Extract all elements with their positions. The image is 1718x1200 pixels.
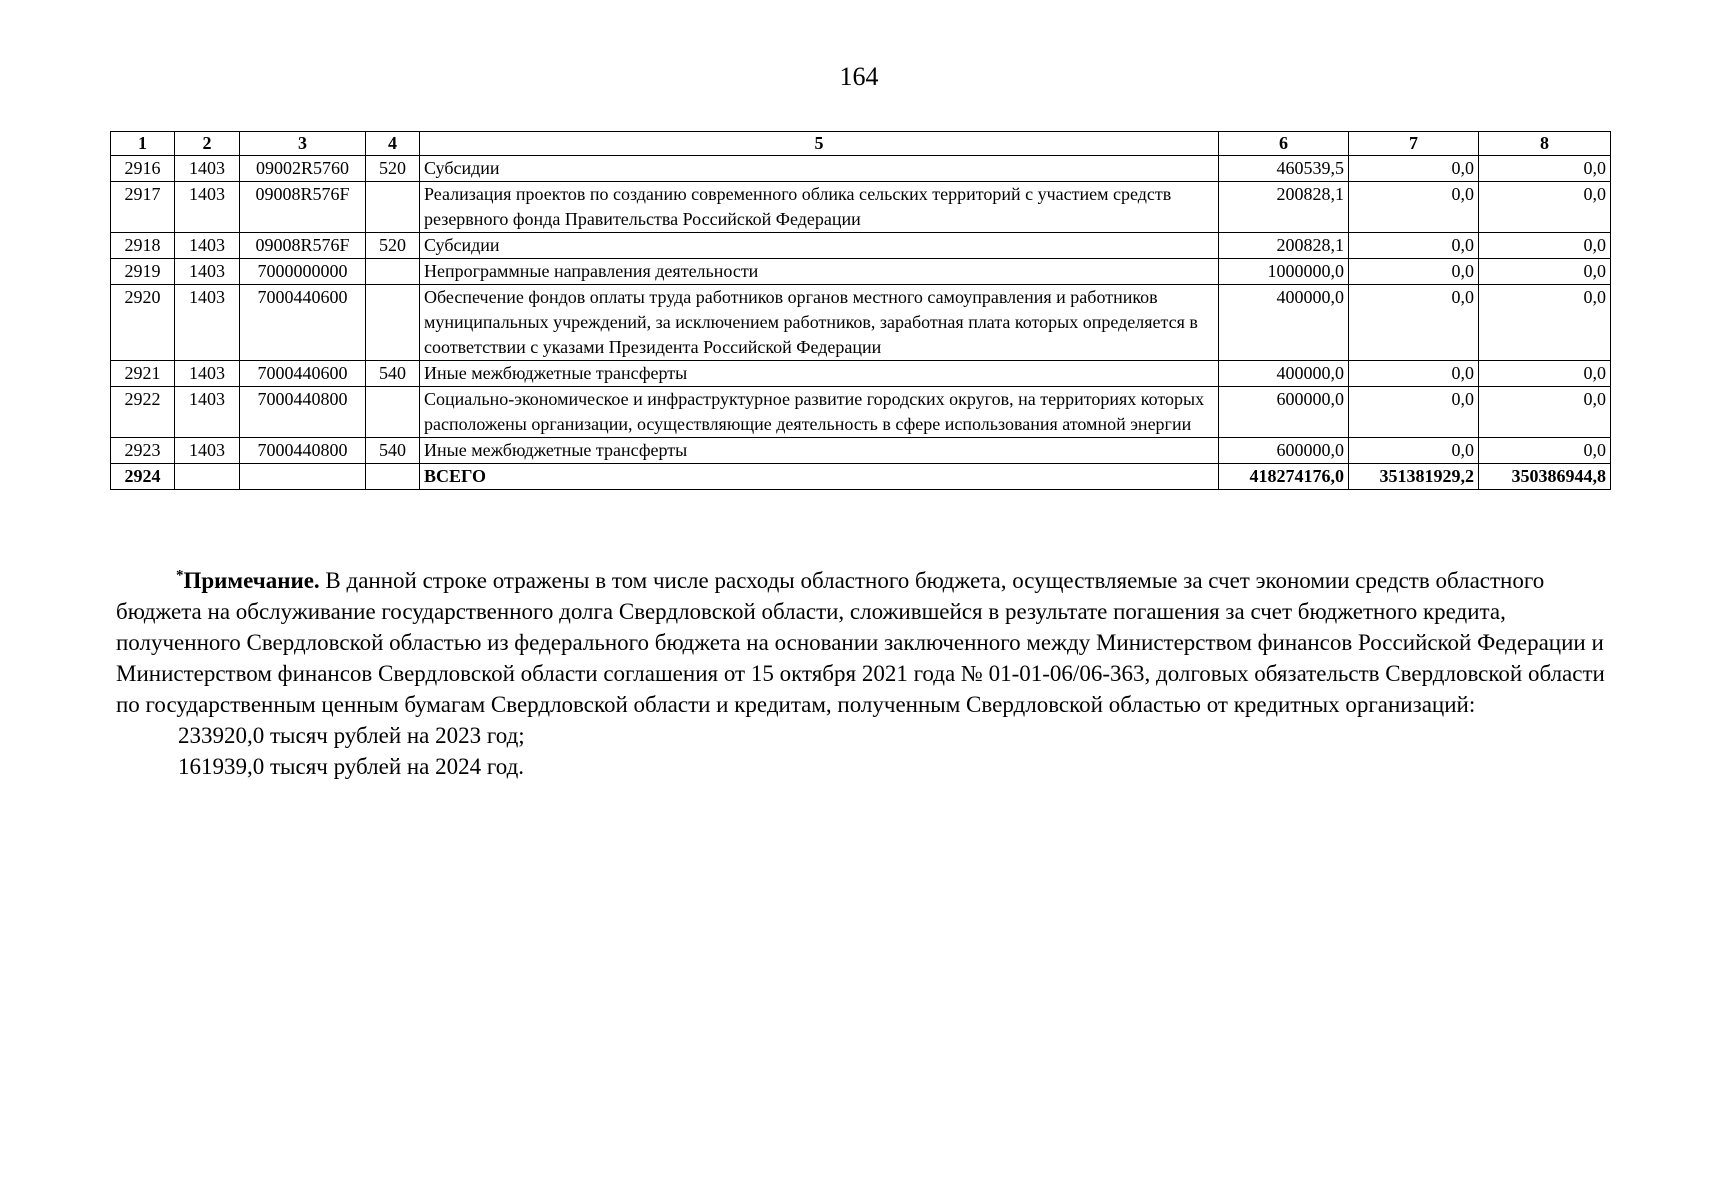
table-header-row (111, 132, 1611, 156)
table-row (111, 156, 1611, 182)
amount-col8: 0,0 (1479, 285, 1611, 361)
target-code: 09002R5760 (240, 156, 366, 182)
expense-type: 540 (366, 438, 420, 464)
amount-col6: 200828,1 (1219, 182, 1349, 233)
row-number: 2918 (111, 233, 175, 259)
row-number: 2923 (111, 438, 175, 464)
amount-col7: 0,0 (1349, 156, 1479, 182)
column-header: 7 (1349, 132, 1479, 156)
item-name: Непрограммные направления деятельности (420, 259, 1219, 285)
section-code: 1403 (175, 182, 240, 233)
amount-col8: 0,0 (1479, 361, 1611, 387)
expense-type (366, 387, 420, 438)
column-header: 2 (175, 132, 240, 156)
amount-col6: 200828,1 (1219, 233, 1349, 259)
table-row (111, 285, 1611, 361)
footnote-amount-2024: 161939,0 тысяч рублей на 2024 год. (178, 754, 525, 779)
section-code: 1403 (175, 233, 240, 259)
section-code: 1403 (175, 438, 240, 464)
row-number: 2922 (111, 387, 175, 438)
section-code: 1403 (175, 285, 240, 361)
budget-table (110, 131, 1611, 490)
amount-col8: 0,0 (1479, 259, 1611, 285)
amount-col8: 0,0 (1479, 438, 1611, 464)
amount-col6: 400000,0 (1219, 361, 1349, 387)
table-row (111, 233, 1611, 259)
target-code (240, 464, 366, 490)
row-number: 2919 (111, 259, 175, 285)
amount-col6: 1000000,0 (1219, 259, 1349, 285)
amount-col8: 0,0 (1479, 233, 1611, 259)
total-col8: 350386944,8 (1479, 464, 1611, 490)
item-name: Иные межбюджетные трансферты (420, 438, 1219, 464)
table-row (111, 361, 1611, 387)
target-code: 7000000000 (240, 259, 366, 285)
row-number: 2916 (111, 156, 175, 182)
section-code: 1403 (175, 259, 240, 285)
amount-col6: 600000,0 (1219, 438, 1349, 464)
column-header: 3 (240, 132, 366, 156)
footnote-lead: Примечание. (183, 568, 320, 593)
item-name: Обеспечение фондов оплаты труда работников органов местного самоуправления и работников муниципальных учреждений, за исключением работников, заработная плата которых определяется в соответствии с указами Президента Российской Федерации (420, 285, 1219, 361)
total-col6: 418274176,0 (1219, 464, 1349, 490)
table-row (111, 387, 1611, 438)
amount-col7: 0,0 (1349, 182, 1479, 233)
expense-type (366, 464, 420, 490)
expense-type (366, 285, 420, 361)
amount-col7: 0,0 (1349, 259, 1479, 285)
column-header: 8 (1479, 132, 1611, 156)
target-code: 7000440600 (240, 361, 366, 387)
column-header: 5 (420, 132, 1219, 156)
total-row (111, 464, 1611, 490)
amount-col8: 0,0 (1479, 387, 1611, 438)
amount-col7: 0,0 (1349, 233, 1479, 259)
row-number: 2924 (111, 464, 175, 490)
target-code: 7000440800 (240, 438, 366, 464)
expense-type: 540 (366, 361, 420, 387)
expense-type (366, 259, 420, 285)
item-name: Субсидии (420, 233, 1219, 259)
expense-type: 520 (366, 156, 420, 182)
table-row (111, 438, 1611, 464)
amount-col8: 0,0 (1479, 182, 1611, 233)
target-code: 09008R576F (240, 182, 366, 233)
item-name: Субсидии (420, 156, 1219, 182)
table-row (111, 182, 1611, 233)
column-header: 1 (111, 132, 175, 156)
column-header: 6 (1219, 132, 1349, 156)
expense-type: 520 (366, 233, 420, 259)
footnote-amount-2023: 233920,0 тысяч рублей на 2023 год; (178, 723, 525, 748)
footnote-asterisk: * (176, 567, 184, 584)
section-code (175, 464, 240, 490)
amount-col6: 400000,0 (1219, 285, 1349, 361)
section-code: 1403 (175, 156, 240, 182)
footnote-text: В данной строке отражены в том числе расходы областного бюджета, осуществляемые за счет экономии средств областного бюджета на обслуживание государственного долга Свердловской области, сложившейся в результате погашения за счет бюджетного кредита, полученного Свердловской областью из федерального бюджета на основании заключенного между Министерством финансов Российской Федерации и Министерством финансов Свердловской области соглашения от 15 октября 2021 года № 01-01-06/06-363, долговых обязательств Свердловской области по государственным ценным бумагам Свердловской области и кредитам, полученным Свердловской областью от кредитных организаций: (116, 568, 1605, 717)
amount-col8: 0,0 (1479, 156, 1611, 182)
amount-col6: 600000,0 (1219, 387, 1349, 438)
page-number: 164 (839, 62, 879, 91)
item-name: Иные межбюджетные трансферты (420, 361, 1219, 387)
target-code: 7000440800 (240, 387, 366, 438)
amount-col7: 0,0 (1349, 361, 1479, 387)
target-code: 09008R576F (240, 233, 366, 259)
expense-type (366, 182, 420, 233)
row-number: 2921 (111, 361, 175, 387)
row-number: 2920 (111, 285, 175, 361)
footnote-paragraph (116, 565, 1606, 720)
total-label: ВСЕГО (420, 464, 1219, 490)
row-number: 2917 (111, 182, 175, 233)
section-code: 1403 (175, 387, 240, 438)
amount-col7: 0,0 (1349, 387, 1479, 438)
amount-col7: 0,0 (1349, 285, 1479, 361)
table-body (111, 156, 1611, 490)
column-header: 4 (366, 132, 420, 156)
amount-col6: 460539,5 (1219, 156, 1349, 182)
amount-col7: 0,0 (1349, 438, 1479, 464)
item-name: Социально-экономическое и инфраструктурное развитие городских округов, на территориях которых расположены организации, осуществляющие деятельность в сфере использования атомной энергии (420, 387, 1219, 438)
total-col7: 351381929,2 (1349, 464, 1479, 490)
section-code: 1403 (175, 361, 240, 387)
target-code: 7000440600 (240, 285, 366, 361)
item-name: Реализация проектов по созданию современного облика сельских территорий с участием средств резервного фонда Правительства Российской Федерации (420, 182, 1219, 233)
footnote (116, 565, 1606, 782)
table-row (111, 259, 1611, 285)
